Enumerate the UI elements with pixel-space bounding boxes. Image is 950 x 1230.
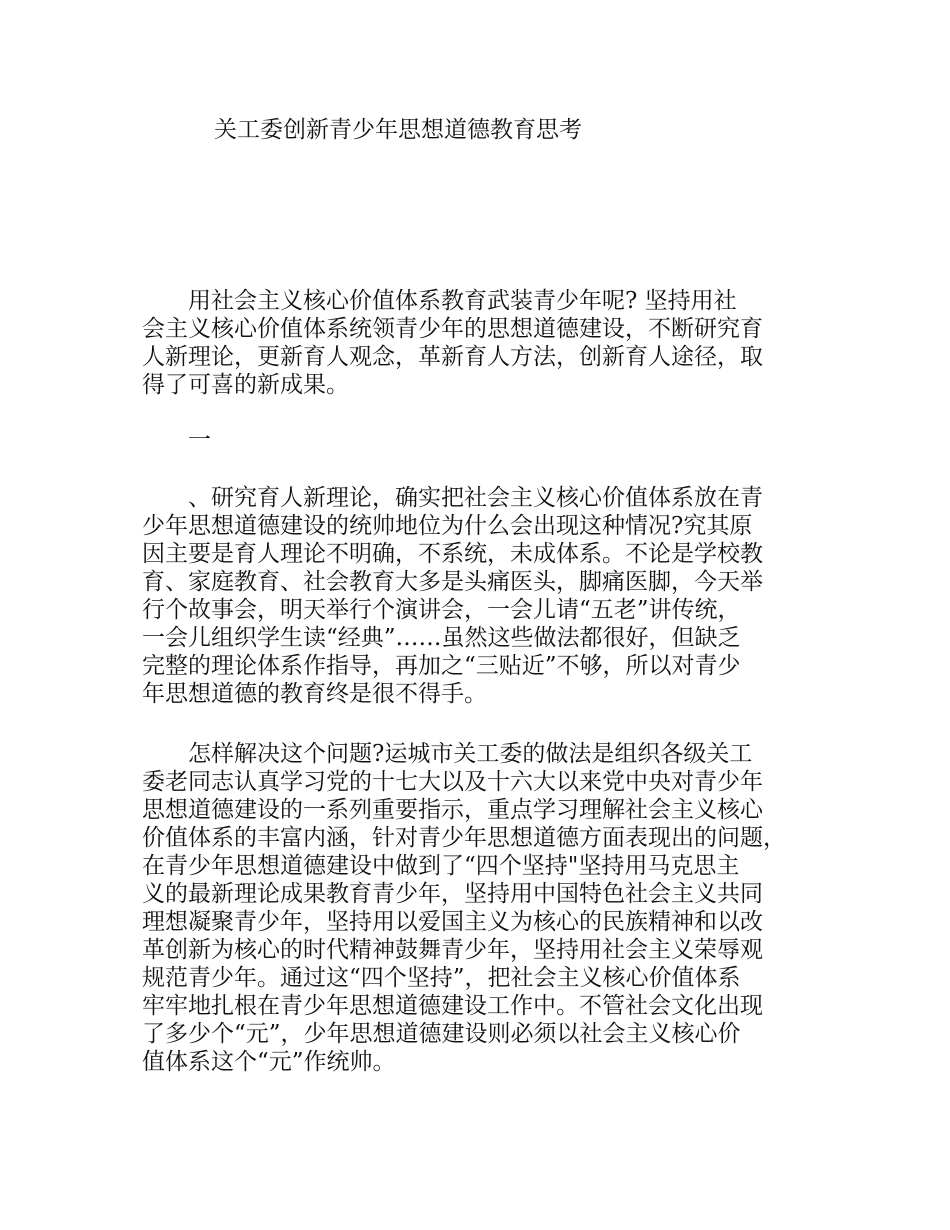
text-line: 义的最新理论成果教育青少年，坚持用中国特色社会主义共同 (142, 881, 763, 907)
text-line: 革创新为核心的时代精神鼓舞青少年，坚持用社会主义荣辱观 (142, 937, 763, 963)
text-line: 思想道德建设的一系列重要指示，重点学习理解社会主义核心 (142, 797, 763, 823)
text-line: 完整的理论体系作指导，再加之“三贴近”不够，所以对青少 (142, 653, 741, 679)
paragraph-1 (142, 287, 822, 399)
text-line: 行个故事会，明天举行个演讲会，一会儿请“五老”讲传统， (142, 597, 741, 623)
text-line: 因主要是育人理论不明确，不系统，未成体系。不论是学校教 (142, 541, 763, 567)
text-line: 值体系这个“元”作统帅。 (142, 1049, 396, 1075)
document-title: 关工委创新青少年思想道德教育思考 (214, 117, 582, 143)
text-line: 得了可喜的新成果。 (142, 372, 349, 398)
text-line: 少年思想道德建设的统帅地位为什么会出现这种情况?究其原 (142, 513, 753, 539)
text-line: 、研究育人新理论，确实把社会主义核心价值体系放在青 (188, 485, 763, 511)
text-line: 牢牢地扎根在青少年思想道德建设工作中。不管社会文化出现 (142, 993, 763, 1019)
text-line: 怎样解决这个问题?运城市关工委的做法是组织各级关工 (188, 741, 753, 767)
text-line: 一 (188, 427, 211, 453)
section-number (142, 426, 822, 454)
text-line: 用社会主义核心价值体系教育武装青少年呢? 坚持用社 (188, 288, 737, 314)
paragraph-2 (142, 484, 822, 708)
paragraph-3 (142, 740, 822, 1076)
text-line: 价值体系的丰富内涵，针对青少年思想道德方面表现出的问题， (142, 825, 786, 851)
text-line: 育、家庭教育、社会教育大多是头痛医头，脚痛医脚，今天举 (142, 569, 763, 595)
text-line: 了多少个“元”，少年思想道德建设则必须以社会主义核心价 (142, 1021, 741, 1047)
text-line: 在青少年思想道德建设中做到了“四个坚持"坚持用马克思主 (142, 853, 740, 879)
text-line: 规范青少年。通过这“四个坚持”，把社会主义核心价值体系 (142, 965, 741, 991)
text-line: 委老同志认真学习党的十七大以及十六大以来党中央对青少年 (142, 769, 763, 795)
text-line: 一会儿组织学生读“经典”……虽然这些做法都很好，但缺乏 (142, 625, 741, 651)
text-line: 人新理论，更新育人观念，革新育人方法，创新育人途径，取 (142, 344, 763, 370)
text-line: 年思想道德的教育终是很不得手。 (142, 681, 487, 707)
text-line: 会主义核心价值体系统领青少年的思想道德建设，不断研究育 (142, 316, 763, 342)
text-line: 理想凝聚青少年，坚持用以爱国主义为核心的民族精神和以改 (142, 909, 763, 935)
